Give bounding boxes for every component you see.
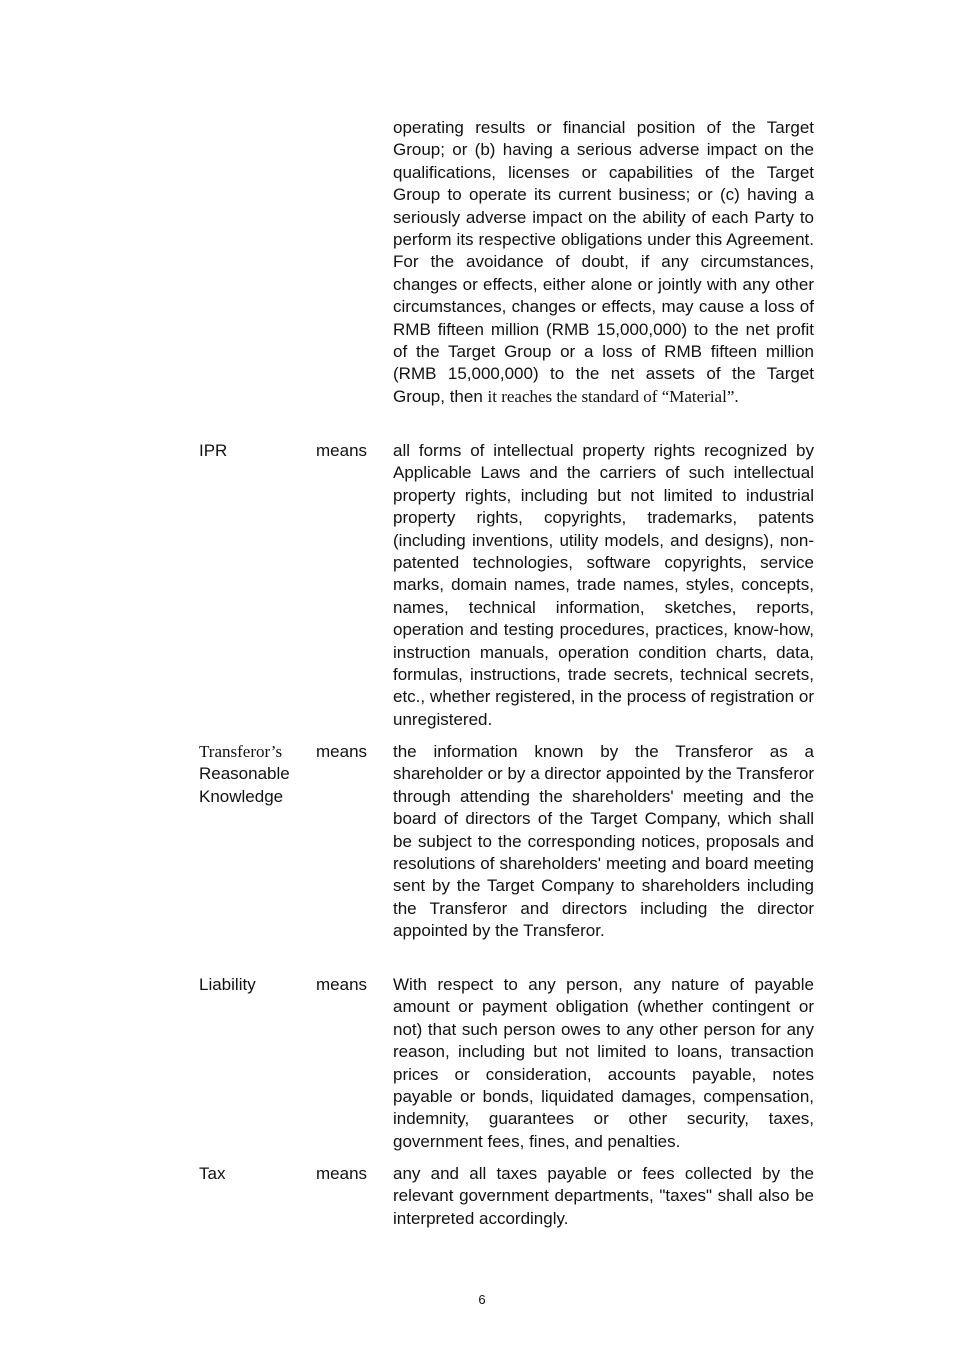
term-line: IPR <box>199 441 228 460</box>
page-number: 6 <box>478 1292 486 1307</box>
definition-term <box>199 741 309 808</box>
definition-text: the information known by the Transferor as a shareholder or by a director appointed by the Transferor through attending the shareholders' meeting and the board of directors of the Target Company, which shall be subject to the corresponding notices, proposals and resolutions of shareholders' meeting and board meeting sent by the Target Company to shareholders including the Transferor and directors including the director appointed by the Transferor. <box>393 742 814 941</box>
definition-text: With respect to any person, any nature of payable amount or payment obligation (whether contingent or not) that such person owes to any other person for any reason, including but not limited to loans, transaction prices or consideration, accounts payable, notes payable or bonds, liquidated damages, compensation, indemnity, guarantees or other security, taxes, government fees, fines, and penalties. <box>393 975 814 1151</box>
definition-text: all forms of intellectual property rights recognized by Applicable Laws and the carriers of such intellectual property rights, including but not limited to industrial property rights, copyrights, trademarks, patents (including inventions, utility models, and designs), non-patented technologies, software copyrights, service marks, domain names, trade names, styles, concepts, names, technical information, sketches, reports, operation and testing procedures, practices, know-how, instruction manuals, operation condition charts, data, formulas, instructions, trade secrets, technical secrets, etc., whether registered, in the process of registration or unregistered. <box>393 441 814 729</box>
material-definition-continuation <box>393 117 814 408</box>
definition-text: any and all taxes payable or fees collected by the relevant government departments, "taxes" shall also be interpreted accordingly. <box>393 1164 814 1228</box>
definition-connector: means <box>316 441 368 460</box>
continuation-text: operating results or financial position of the Target Group; or (b) having a serious adverse impact on the qualifications, licenses or capabilities of the Target Group to operate its current business; or (c) having a seriously adverse impact on the ability of each Party to perform its respective obligations under this Agreement. For the avoidance of doubt, if any circumstances, changes or effects, either alone or jointly with any other circumstances, changes or effects, may cause a loss of RMB fifteen million (RMB 15,000,000) to the net profit of the Target Group or a loss of RMB fifteen million (RMB 15,000,000) to the net assets of the Target Group, then <box>393 118 814 406</box>
term-line: Reasonable <box>199 764 290 784</box>
term-line: Knowledge <box>199 786 284 806</box>
term-line: Tax <box>199 1164 226 1183</box>
definition-term <box>199 974 309 996</box>
continuation-tail: it reaches the standard of “Material”. <box>487 386 739 406</box>
definition-connector: means <box>316 975 368 994</box>
definition-connector: means <box>316 1164 368 1183</box>
term-line: Liability <box>199 975 256 994</box>
definition-term <box>199 1163 309 1185</box>
definition-term <box>199 440 309 462</box>
definition-connector: means <box>316 742 368 761</box>
term-line: Transferor’s <box>199 742 283 761</box>
